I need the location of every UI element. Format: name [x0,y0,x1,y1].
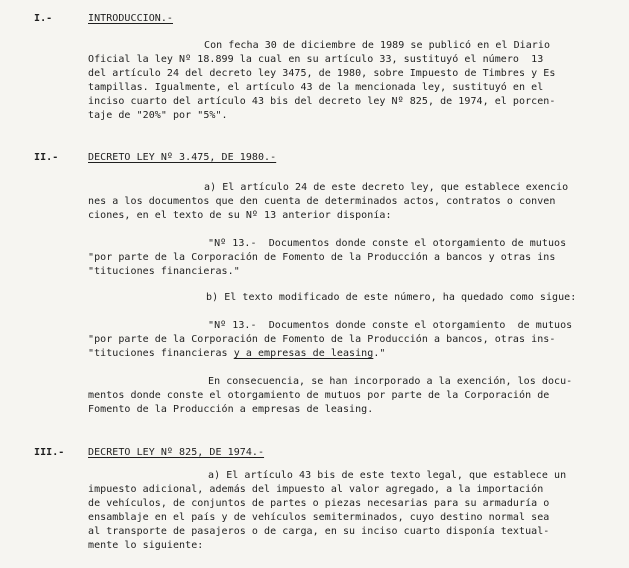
text-line: b) El texto modificado de este número, ha quedado como sigue: [206,292,577,303]
quote-line: "por parte de la Corporación de Fomento de la Producción a bancos, otras ins- [88,334,556,345]
section-heading: DECRETO LEY Nº 825, DE 1974.- [88,447,265,458]
quote-close: ." [373,348,386,359]
quote-line: "Nº 13.- Documentos donde conste el otorgamiento de mutuos [208,320,573,331]
text-line: En consecuencia, se han incorporado a la exención, los docu- [208,376,573,387]
quote-line: "Nº 13.- Documentos donde conste el otorgamiento de mutuos [208,238,567,249]
text-line: Con fecha 30 de diciembre de 1989 se publicó en el Diario [204,40,551,51]
section-number: I.- [34,13,53,24]
quote-text: "tituciones financieras [88,348,234,359]
text-line: ensamblaje en el país y de vehículos semiterminados, cuyo destino normal sea [88,512,550,523]
section-heading: DECRETO LEY Nº 3.475, DE 1980.- [88,152,277,163]
section-number: II.- [34,152,59,163]
text-line: de vehículos, de conjuntos de partes o piezas necesarias para su armaduría o [88,498,550,509]
text-line: al transporte de pasajeros o de carga, en su inciso cuarto disponía textual- [88,526,550,537]
text-line: Fomento de la Producción a empresas de leasing. [88,404,374,415]
text-line: tampillas. Igualmente, el artículo 43 de la mencionada ley, sustituyó en el [88,82,544,93]
underlined-insertion: y a empresas de leasing [233,348,374,359]
text-line: a) El artículo 24 de este decreto ley, que establece exencio [204,182,569,193]
quote-line [88,348,385,360]
text-line: mentos donde conste el otorgamiento de mutuos por parte de la Corporación de [88,390,550,401]
text-line: taje de "20%" por "5%". [88,110,228,121]
text-line: impuesto adicional, además del impuesto al valor agregado, a la importación [88,484,544,495]
text-line: mente lo siguiente: [88,540,204,551]
section-heading: INTRODUCCION.- [88,13,173,24]
text-line: Oficial la ley Nº 18.899 la cual en su artículo 33, sustituyó el número 13 [88,54,544,65]
text-line: nes a los documentos que den cuenta de determinados actos, contratos o conven [88,196,556,207]
quote-line: "por parte de la Corporación de Fomento de la Producción a bancos y otras ins [88,252,556,263]
text-line: ciones, en el texto de su Nº 13 anterior disponía: [88,210,392,221]
text-line: del artículo 24 del decreto ley 3475, de 1980, sobre Impuesto de Timbres y Es [88,68,556,79]
text-line: inciso cuarto del artículo 43 bis del decreto ley Nº 825, de 1974, el porcen- [88,96,556,107]
section-number: III.- [34,447,65,458]
quote-line: "tituciones financieras." [88,266,240,277]
text-line: a) El artículo 43 bis de este texto legal, que establece un [208,470,567,481]
